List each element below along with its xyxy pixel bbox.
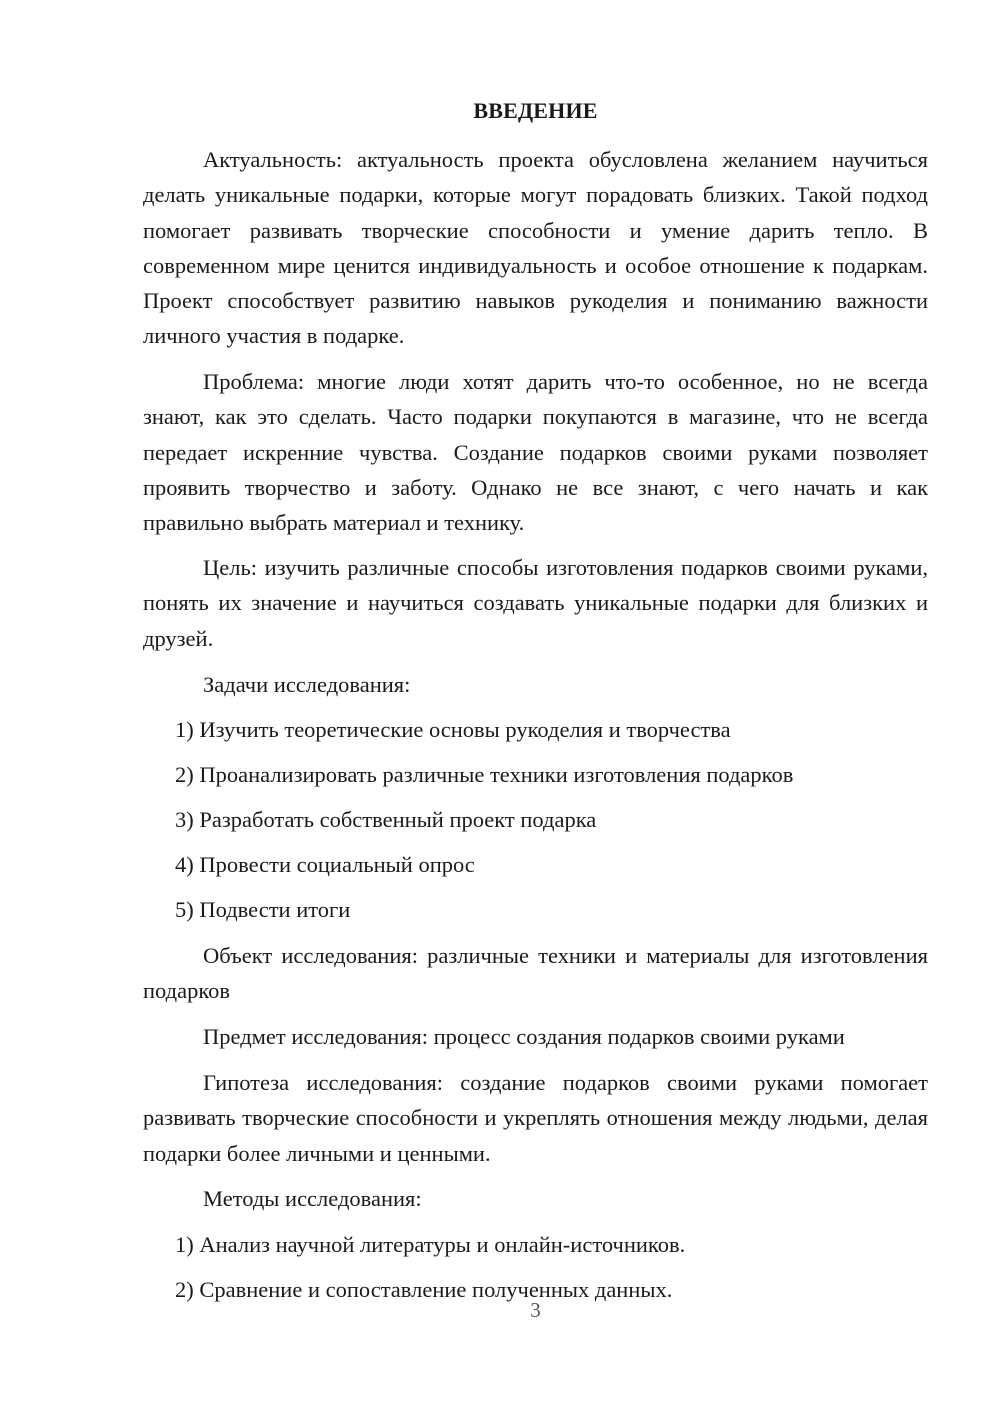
task-item: 4) Провести социальный опрос <box>175 852 475 877</box>
task-item: 1) Изучить теоретические основы рукоделия и творчества <box>175 717 731 742</box>
goal-paragraph: Цель: изучить различные способы изготовления подарков своими руками, понять их значение и научиться создавать уникальные подарки для близких и друзей. <box>143 555 928 651</box>
relevance-paragraph: Актуальность: актуальность проекта обусловлена желанием научиться делать уникальные подарки, которые могут порадовать близких. Такой подход помогает развивать творческие способности и умение дарить тепло. В современном мире ценится индивидуальность и особое отношение к подаркам. Проект способствует развитию навыков рукоделия и пониманию важности личного участия в подарке. <box>143 147 928 349</box>
task-item: 3) Разработать собственный проект подарка <box>175 807 597 832</box>
page-number: 3 <box>530 1298 541 1322</box>
task-item: 5) Подвести итоги <box>175 897 351 922</box>
tasks-heading: Задачи исследования: <box>203 672 411 697</box>
object-paragraph: Объект исследования: различные техники и материалы для изготовления подарков <box>143 943 928 1004</box>
section-title: ВВЕДЕНИЕ <box>473 98 598 123</box>
method-item: 1) Анализ научной литературы и онлайн-источников. <box>175 1232 686 1257</box>
hypothesis-paragraph: Гипотеза исследования: создание подарков своими руками помогает развивать творческие способности и укреплять отношения между людьми, делая подарки более личными и ценными. <box>143 1070 928 1166</box>
problem-paragraph: Проблема: многие люди хотят дарить что-то особенное, но не всегда знают, как это сделать. Часто подарки покупаются в магазине, что не всегда передает искренние чувства. Создание подарков своими руками позволяет проявить творчество и заботу. Однако не все знают, с чего начать и как правильно выбрать материал и технику. <box>143 369 928 536</box>
methods-heading: Методы исследования: <box>203 1186 422 1211</box>
subject-paragraph: Предмет исследования: процесс создания подарков своими руками <box>203 1024 845 1049</box>
method-item: 2) Сравнение и сопоставление полученных данных. <box>175 1277 673 1302</box>
task-item: 2) Проанализировать различные техники изготовления подарков <box>175 762 794 787</box>
